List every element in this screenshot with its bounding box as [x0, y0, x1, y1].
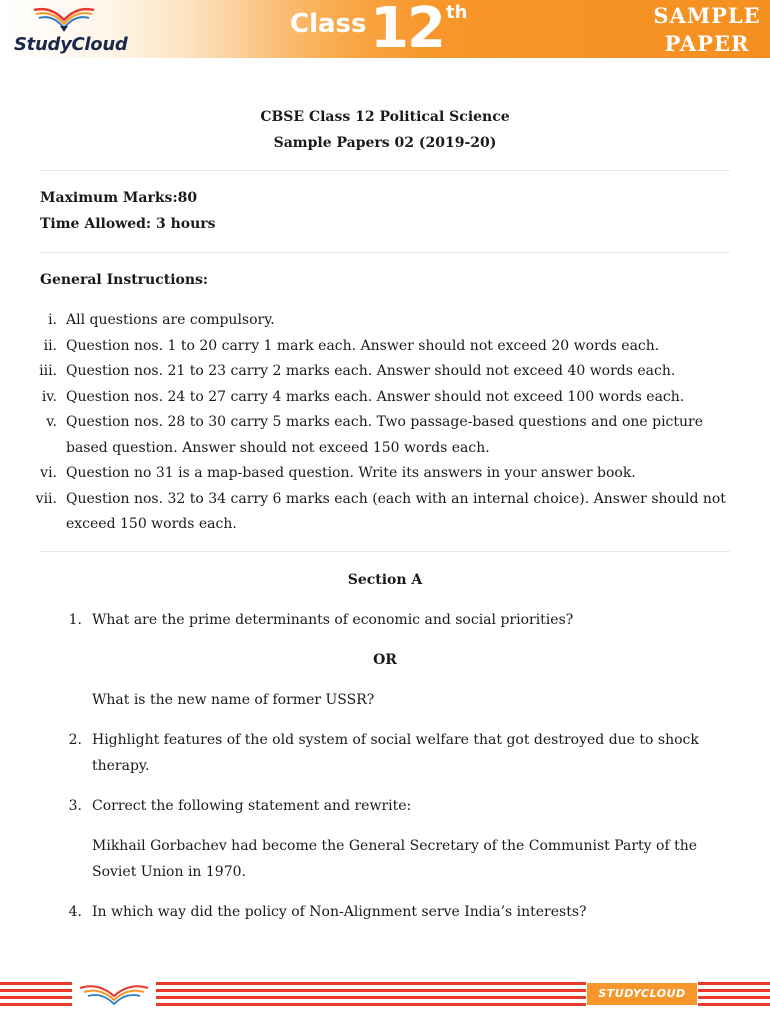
footer-stripe	[0, 989, 72, 992]
footer-stripe	[156, 989, 586, 992]
studycloud-logo	[6, 4, 136, 56]
footer-logo-icon	[74, 980, 154, 1008]
header-banner	[0, 0, 770, 61]
maximum-marks: Maximum Marks:80	[40, 190, 198, 206]
or-label: OR	[373, 652, 397, 668]
question-number: 2.	[68, 732, 82, 748]
question-number: 1.	[68, 612, 82, 628]
class-suffix: th	[446, 2, 468, 23]
divider	[40, 252, 730, 253]
footer-stripe	[156, 982, 586, 985]
paper-line: PAPER	[664, 31, 750, 56]
time-allowed: Time Allowed: 3 hours	[40, 216, 216, 232]
question-number: 4.	[68, 904, 82, 920]
list-number: v.	[46, 414, 57, 430]
footer-stripe	[698, 1003, 770, 1006]
footer-stripe	[0, 982, 72, 985]
footer-stripe	[698, 989, 770, 992]
alternate-question: What is the new name of former USSR?	[92, 692, 375, 708]
list-number: i.	[48, 312, 57, 328]
list-number: vii.	[35, 490, 57, 507]
document-subtitle: Sample Papers 02 (2019-20)	[273, 135, 497, 151]
instructions-heading: General Instructions:	[40, 272, 209, 288]
footer-stripe	[156, 1003, 586, 1006]
question-text: In which way did the policy of Non-Alignment serve India’s interests?	[92, 904, 587, 920]
footer-stripe	[698, 982, 770, 985]
list-text: Question nos. 32 to 34 carry 6 marks each (each with an internal choice). Answer should not exceed 150 words each.	[66, 490, 726, 532]
list-number: vi.	[40, 465, 57, 481]
class-number: 12	[370, 0, 444, 61]
logo-text: StudyCloud	[14, 34, 128, 55]
list-text: Question nos. 1 to 20 carry 1 mark each. Answer should not exceed 20 words each.	[66, 337, 660, 354]
section-heading: Section A	[347, 572, 423, 588]
question-text: Correct the following statement and rewrite:	[92, 798, 412, 814]
divider	[40, 551, 730, 552]
list-text: Question nos. 21 to 23 carry 2 marks each. Answer should not exceed 40 words each.	[66, 363, 676, 379]
book-wings-icon	[6, 4, 136, 36]
sample-line: SAMPLE	[653, 3, 761, 28]
footer-stripe	[698, 996, 770, 999]
footer-stripe	[0, 996, 72, 999]
footer-stripe	[0, 1003, 72, 1006]
list-text: Question no 31 is a map-based question. Write its answers in your answer book.	[66, 465, 636, 481]
footer-band	[0, 978, 770, 1008]
list-number: iii.	[39, 363, 57, 379]
list-text: All questions are compulsory.	[66, 312, 275, 328]
class-label: Class	[290, 9, 367, 39]
question-text: Highlight features of the old system of social welfare that got destroyed due to shock therapy.	[92, 732, 699, 774]
list-number: iv.	[41, 388, 57, 405]
footer-stripe	[156, 996, 586, 999]
question-text: What are the prime determinants of economic and social priorities?	[92, 612, 574, 628]
footer-brand-badge: STUDYCLOUD	[587, 983, 697, 1005]
question-statement: Mikhail Gorbachev had become the General Secretary of the Communist Party of the Soviet Union in 1970.	[92, 838, 698, 880]
divider	[40, 170, 730, 171]
question-number: 3.	[68, 798, 82, 814]
list-text: Question nos. 24 to 27 carry 4 marks each. Answer should not exceed 100 words each.	[66, 388, 685, 405]
list-number: ii.	[43, 337, 57, 354]
document-title: CBSE Class 12 Political Science	[260, 109, 510, 125]
list-text: Question nos. 28 to 30 carry 5 marks each. Two passage-based questions and one picture based question. Answer should not exceed 150 words each.	[66, 414, 704, 456]
sample-paper-label	[652, 2, 762, 58]
